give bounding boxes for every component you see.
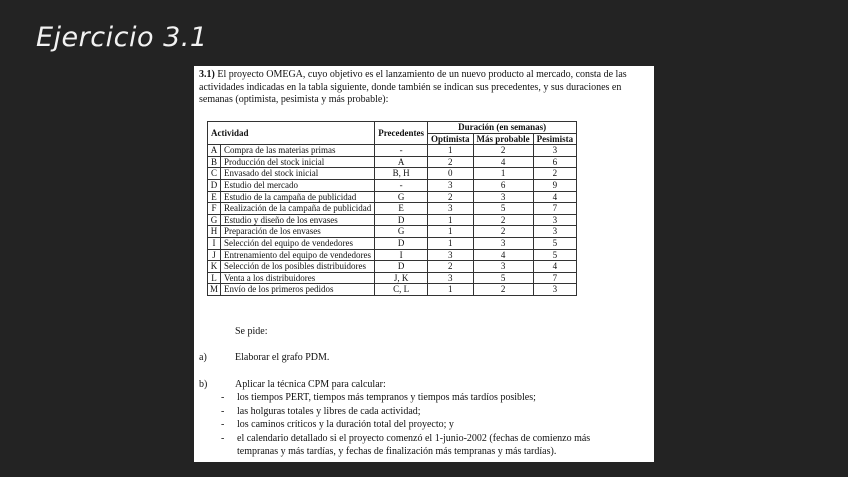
activity-optimista: 3: [428, 179, 474, 191]
activity-pesimista: 3: [533, 226, 577, 238]
activity-optimista: 2: [428, 156, 474, 168]
activity-precedentes: G: [375, 226, 428, 238]
activity-name: Realización de la campaña de publicidad: [221, 203, 375, 215]
table-row: [208, 214, 577, 226]
activity-pesimista: 7: [533, 203, 577, 215]
list-item-continuation: tempranas y más tardías, y fechas de finalización más tempranas y más tardías).: [237, 446, 557, 457]
activity-optimista: 2: [428, 261, 474, 273]
activity-id: H: [208, 226, 221, 238]
table-row: [208, 179, 577, 191]
activity-optimista: 1: [428, 214, 474, 226]
activity-optimista: 3: [428, 272, 474, 284]
activity-mas-probable: 3: [473, 237, 533, 249]
activity-precedentes: D: [375, 237, 428, 249]
header-duracion: Duración (en semanas): [428, 122, 577, 134]
activity-id: I: [208, 237, 221, 249]
activity-optimista: 1: [428, 145, 474, 157]
activity-mas-probable: 2: [473, 145, 533, 157]
activity-id: L: [208, 272, 221, 284]
activity-mas-probable: 6: [473, 179, 533, 191]
activity-mas-probable: 3: [473, 191, 533, 203]
activity-pesimista: 6: [533, 156, 577, 168]
activity-id: J: [208, 249, 221, 261]
activity-pesimista: 4: [533, 191, 577, 203]
task-b-text: Aplicar la técnica CPM para calcular:: [235, 379, 386, 390]
table-row: [208, 226, 577, 238]
exercise-document: [194, 66, 654, 462]
activity-id: D: [208, 179, 221, 191]
list-item: - los caminos críticos y la duración total del proyecto; y: [221, 419, 454, 430]
activity-optimista: 3: [428, 203, 474, 215]
problem-label: 3.1): [199, 69, 215, 80]
activity-precedentes: -: [375, 179, 428, 191]
activity-optimista: 1: [428, 226, 474, 238]
activity-mas-probable: 4: [473, 156, 533, 168]
activity-pesimista: 5: [533, 237, 577, 249]
activity-pesimista: 3: [533, 284, 577, 296]
activities-table: [207, 121, 577, 296]
activity-precedentes: D: [375, 261, 428, 273]
table-row: [208, 168, 577, 180]
activity-mas-probable: 2: [473, 214, 533, 226]
table-row: [208, 191, 577, 203]
activity-id: K: [208, 261, 221, 273]
activity-precedentes: D: [375, 214, 428, 226]
activity-mas-probable: 5: [473, 203, 533, 215]
activity-name: Preparación de los envases: [221, 226, 375, 238]
table-row: [208, 249, 577, 261]
slide-title: Ejercicio 3.1: [36, 22, 208, 53]
activity-id: A: [208, 145, 221, 157]
table-row: [208, 156, 577, 168]
header-optimista: Optimista: [428, 133, 474, 145]
activity-id: B: [208, 156, 221, 168]
activity-precedentes: E: [375, 203, 428, 215]
activity-name: Producción del stock inicial: [221, 156, 375, 168]
activity-pesimista: 5: [533, 249, 577, 261]
activity-name: Estudio y diseño de los envases: [221, 214, 375, 226]
activity-pesimista: 7: [533, 272, 577, 284]
list-item: - los tiempos PERT, tiempos más tempranos y tiempos más tardíos posibles;: [221, 392, 536, 403]
activity-id: G: [208, 214, 221, 226]
activity-id: E: [208, 191, 221, 203]
table-row: [208, 261, 577, 273]
activity-name: Selección de los posibles distribuidores: [221, 261, 375, 273]
activity-pesimista: 3: [533, 145, 577, 157]
activity-precedentes: C, L: [375, 284, 428, 296]
activity-pesimista: 9: [533, 179, 577, 191]
activity-optimista: 0: [428, 168, 474, 180]
activity-name: Selección del equipo de vendedores: [221, 237, 375, 249]
activity-pesimista: 3: [533, 214, 577, 226]
activity-precedentes: G: [375, 191, 428, 203]
activity-name: Estudio del mercado: [221, 179, 375, 191]
activity-id: F: [208, 203, 221, 215]
activity-name: Envío de los primeros pedidos: [221, 284, 375, 296]
activity-optimista: 1: [428, 237, 474, 249]
task-b-label: b): [199, 379, 208, 390]
task-a-text: Elaborar el grafo PDM.: [235, 352, 330, 363]
activity-precedentes: B, H: [375, 168, 428, 180]
task-b-bullets: [194, 392, 654, 460]
task-a-label: a): [199, 352, 207, 363]
table-row: [208, 272, 577, 284]
activity-mas-probable: 4: [473, 249, 533, 261]
activity-precedentes: J, K: [375, 272, 428, 284]
activity-pesimista: 4: [533, 261, 577, 273]
activity-mas-probable: 3: [473, 261, 533, 273]
activity-id: M: [208, 284, 221, 296]
activity-optimista: 1: [428, 284, 474, 296]
activity-mas-probable: 1: [473, 168, 533, 180]
activity-mas-probable: 5: [473, 272, 533, 284]
table-row: [208, 145, 577, 157]
header-actividad: Actividad: [208, 122, 375, 145]
activity-precedentes: A: [375, 156, 428, 168]
problem-intro: [199, 69, 649, 107]
header-pesimista: Pesimista: [533, 133, 577, 145]
activity-name: Venta a los distribuidores: [221, 272, 375, 284]
table-row: [208, 203, 577, 215]
header-precedentes: Precedentes: [375, 122, 428, 145]
header-mas-probable: Más probable: [473, 133, 533, 145]
list-item: - el calendario detallado si el proyecto comenzó el 1-junio-2002 (fechas de comienzo más: [221, 432, 591, 444]
table-body: [208, 145, 577, 296]
se-pide: Se pide:: [235, 326, 268, 337]
problem-text: El proyecto OMEGA, cuyo objetivo es el lanzamiento de un nuevo producto al mercado, consta de las actividades indicadas en la tabla siguiente, donde también se indican sus precedentes, y sus duraciones en semanas (optimista, pesimista y más probable):: [199, 69, 627, 105]
table-row: [208, 284, 577, 296]
activity-optimista: 3: [428, 249, 474, 261]
activity-optimista: 2: [428, 191, 474, 203]
activity-name: Estudio de la campaña de publicidad: [221, 191, 375, 203]
activity-precedentes: -: [375, 145, 428, 157]
activity-id: C: [208, 168, 221, 180]
activity-name: Compra de las materias primas: [221, 145, 375, 157]
list-item: - las holguras totales y libres de cada actividad;: [221, 405, 421, 417]
activity-mas-probable: 2: [473, 284, 533, 296]
table-row: [208, 237, 577, 249]
activity-name: Entrenamiento del equipo de vendedores: [221, 249, 375, 261]
activity-mas-probable: 2: [473, 226, 533, 238]
activity-pesimista: 2: [533, 168, 577, 180]
activity-precedentes: I: [375, 249, 428, 261]
activity-name: Envasado del stock inicial: [221, 168, 375, 180]
